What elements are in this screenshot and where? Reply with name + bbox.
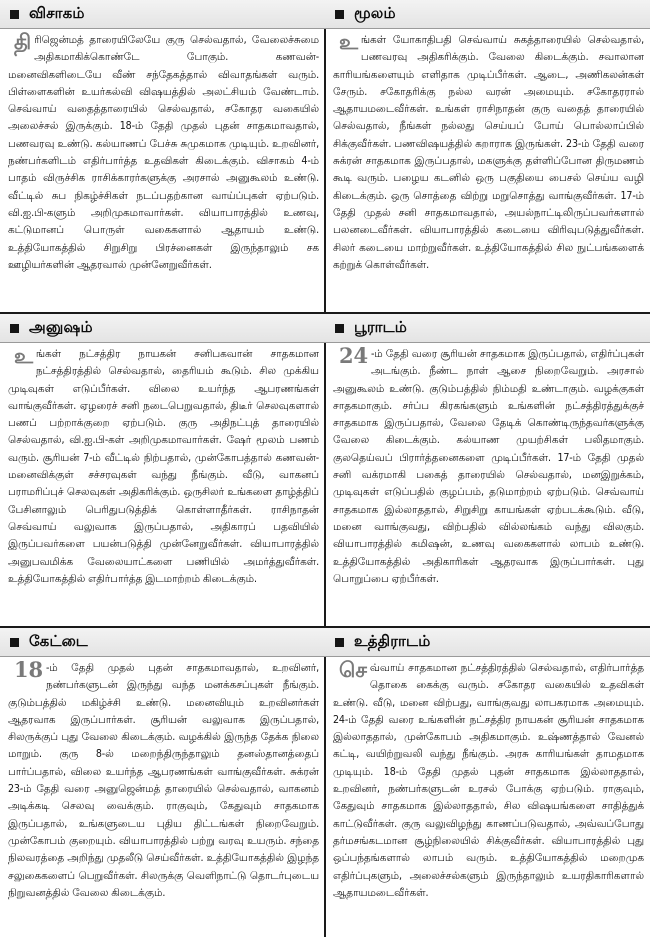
section-anusham: [0, 312, 325, 626]
section-text: ங்கள் நட்சத்திர நாயகன் சனிபகவான் சாதகமான நட்சத்திரத்தில் செல்வதால், தைரியம் கூடும். சில முக்கிய முடிவுகள் எடுப்பீர்கள். விலை உயர்ந்த ஆபரணங்கள் வாங்குவீர்கள். ஏழரைச் சனி நடைபெறுவதால், திடீர் செலவுகளால் பணப் பற்றாக்குறை ஏற்படும். குரு அதிநட்புத் தாரையில் செல்வதால், வி.ஐ.பி-கள் அறிமுகமாவார்கள். ஷேர் மூலம் பணம் வரும். சூரியன் 7-ம் வீட்டில் நிற்பதால், முன்கோபத்தால் கணவன்-மனைவிக்குள் சச்சரவுகள் வந்து நீங்கும். வீடு, வாகனப் பராமரிப்புச் செலவுகள் அதிகரிக்கும். ஒருசிலர் உங்களை தாழ்த்திப் பேசினாலும் பெரிதுபடுத்திக் கொள்ளாதீர்கள். ராசிநாதன் செவ்வாய் வலுவாக இருப்பதால், அதிகாரப் பதவியில் இருப்பவர்களை பயன்படுத்தி முன்னேறுவீர்கள். வியாபாரத்தில் அனுபவமிக்க வேலையாட்களை பணியில் அமர்த்துவீர்கள். உத்தியோகத்தில் எதிர்பார்த்த இடமாற்றம் கிடைக்கும்.: [8, 348, 319, 585]
section-body: [8, 29, 319, 274]
drop-cap: உ: [14, 343, 33, 368]
section-body: [8, 657, 319, 902]
section-body: [333, 657, 644, 902]
section-kettai: [0, 626, 325, 937]
section-header: [0, 314, 325, 343]
section-body: [333, 29, 644, 274]
section-title: விசாகம்: [29, 4, 85, 22]
section-body: [333, 343, 644, 588]
section-title: கேட்டை: [29, 632, 88, 650]
drop-cap: தி: [14, 29, 32, 54]
section-pooradam: [325, 312, 650, 626]
section-text: ங்கள் யோகாதிபதி செவ்வாய் சுகத்தாரையில் செல்வதால், பணவரவு அதிகரிக்கும். வேலை கிடைக்கும். சவாலான காரியங்களையும் எளிதாக முடிப்பீர்கள். ஆடை, அணிகலன்கள் சேரும். சகோதரிக்கு நல்ல வரன் அமையும். சகோதரரால் ஆதாயமடைவீர்கள். உங்கள் ராசிநாதன் குரு வதைத் தாரையில் செல்வதால், நீங்கள் நல்லது செய்யப் போய் பொல்லாப்பில் சிக்குவீர்கள். பணவிஷயத்தில் கறாராக இருங்கள். 23-ம் தேதி வரை சுக்ரன் சாதகமாக இருப்பதால், மகளுக்கு தள்ளிப்போன திருமணம் கூடி வரும். பழைய கடனில் ஒரு பகுதியை பைசல் செய்ய வழி கிடைக்கும். ஒரு சொத்தை விற்று மறுசொத்து வாங்குவீர்கள். 17-ம் தேதி முதல் சனி சாதகமாவதால், அயல்நாட்டிலிருப்பவர்களால் பலனடைவீர்கள். வியாபாரத்தில் கடையை விரிவுபடுத்துவீர்கள். சிலர் கடையை மாற்றுவீர்கள். உத்தியோகத்தில் சில நுட்பங்களைக் கற்றுக் கொள்வீர்கள்.: [333, 34, 644, 271]
section-title: மூலம்: [354, 4, 396, 22]
drop-cap: உ: [339, 29, 358, 54]
section-header: [325, 628, 650, 657]
drop-cap: செ: [339, 657, 367, 682]
drop-cap: 18: [14, 657, 43, 682]
section-visakam: [0, 0, 325, 312]
square-bullet-icon: [10, 324, 19, 333]
section-text: -ம் தேதி வரை சூரியன் சாதகமாக இருப்பதால், எதிர்ப்புகள் அடங்கும். நீண்ட நாள் ஆசை நிறைவேறும். அரசால் அனுகூலம் உண்டு. குடும்பத்தில் நிம்மதி உண்டாகும். வழக்குகள் சாதகமாகும். சர்ப்ப கிரகங்களும் உங்களின் நட்சத்திரத்துக்குச் சாதகமாக இருப்பதால், வேலை தேடிக் கொண்டிருந்தவர்களுக்கு வேலை கிடைக்கும். கல்யாண முயற்சிகள் பலிதமாகும். குலதெய்வப் பிரார்த்தனைகளை முடிப்பீர்கள். 17-ம் தேதி முதல் சனி வக்ரமாகி பகைத் தாரையில் செல்வதால், மனஇறுக்கம், முடிவுகள் எடுப்பதில் குழப்பம், தடுமாற்றம் ஏற்படும். செவ்வாய் சாதகமாக இல்லாததால், சிறுசிறு காயங்கள் ஏற்படக்கூடும். வீடு, மனை வாங்குவது, விற்பதில் வில்லங்கம் வந்து விலகும். வியாபாரத்தில் கமிஷன், உணவு வகைகளால் லாபம் உண்டு. உத்தியோகத்தில் அதிகாரிகள் ஆதரவாக இருப்பார்கள். புது பொறுப்பை ஏற்பீர்கள்.: [333, 348, 644, 585]
section-header: [0, 0, 325, 29]
section-text: -ம் தேதி முதல் புதன் சாதகமாவதால், உறவினர், நண்பர்களுடன் இருந்து வந்த மனக்கசப்புகள் நீங்கும். குடும்பத்தில் மகிழ்ச்சி உண்டு. மனைவியும் உறவினர்கள் ஆதரவாக இருப்பார்கள். சூரியன் வலுவாக இருப்பதால், சிலருக்குப் புது வேலை கிடைக்கும். வழக்கில் இருந்த தேக்க நிலை மாறும். குரு 8-ல் மறைந்திருந்தாலும் தனஸ்தானத்தைப் பார்ப்பதால், விலை உயர்ந்த ஆபரணங்கள் வாங்குவீர்கள். சுக்ரன் 23-ம் தேதி வரை அனுஜென்மத் தாரையில் செல்வதால், வாகனம் அடிக்கடி செலவு வைக்கும். ராகுவும், கேதுவும் சாதகமாக இருப்பதால், உங்களுடைய புதிய திட்டங்கள் நிறைவேறும். முன்கோபம் குறையும். வியாபாரத்தில் பற்று வரவு உயரும். சந்தை நிலவரத்தை அறிந்து முதலீடு செய்வீர்கள். உத்தியோகத்தில் இழந்த சலுகைகளைப் பெறுவீர்கள். சிலருக்கு வெளிநாட்டு தொடர்புடைய நிறுவனத்தில் வேலை கிடைக்கும்.: [8, 662, 319, 899]
section-title: அனுஷம்: [29, 318, 93, 336]
square-bullet-icon: [10, 638, 19, 647]
square-bullet-icon: [10, 10, 19, 19]
section-text: வ்வாய் சாதகமான நட்சத்திரத்தில் செல்வதால், எதிர்பார்த்த தொகை கைக்கு வரும். சகோதர வகையில் உதவிகள் உண்டு. வீடு, மனை விற்பது, வாங்குவது லாபகரமாக அமையும். 24-ம் தேதி வரை உங்களின் நட்சத்திர நாயகன் சூரியன் சாதகமாக இல்லாததால், முன்கோபம் அதிகமாகும். உஷ்ணத்தால் வேனல் கட்டி, வயிற்றுவலி வந்து நீங்கும். அரசு காரியங்கள் தாமதமாக முடியும். 18-ம் தேதி முதல் புதன் சாதகமாக இல்லாததால், உறவினர், நண்பர்களுடன் உரசல் போக்கு ஏற்படும். ராகுவும், கேதுவும் சாதகமாக இல்லாததால், சில விஷயங்களை சாதித்துக் காட்டுவீர்கள். குரு வலுவிழந்து காணப்படுவதால், அவ்வப்போது தர்மசங்கடமான சூழ்நிலையில் சிக்குவீர்கள். வியாபாரத்தில் புது ஒப்பந்தங்களால் லாபம் வரும். உத்தியோகத்தில் மறைமுக எதிர்ப்புகளும், அலைச்சல்களும் இருந்தாலும் உயரதிகாரிகளால் ஆதாயமடைவீர்கள்.: [333, 662, 644, 899]
section-moolam: [325, 0, 650, 312]
square-bullet-icon: [335, 324, 344, 333]
section-uthiradam: [325, 626, 650, 937]
section-header: [325, 0, 650, 29]
section-title: உத்திராடம்: [354, 632, 431, 650]
section-header: [325, 314, 650, 343]
section-title: பூராடம்: [354, 318, 408, 336]
section-header: [0, 628, 325, 657]
section-body: [8, 343, 319, 588]
square-bullet-icon: [335, 638, 344, 647]
square-bullet-icon: [335, 10, 344, 19]
drop-cap: 24: [339, 343, 368, 368]
section-text: ரிஜென்மத் தாரையிலேயே குரு செல்வதால், வேலைச்சுமை அதிகமாகிக்கொண்டே போகும். கணவன்-மனைவிகளிடையே வீண் சந்தேகத்தால் விவாதங்கள் வரும். பிள்ளைகளின் உயர்கல்வி விஷயத்தில் அலட்சியம் வேண்டாம். செவ்வாய் வதைத்தாரையில் செல்வதால், சகோதர வகையில் அலைச்சல் இருக்கும். 18-ம் தேதி முதல் புதன் சாதகமாவதால், பணவரவு உண்டு. கல்யாணப் பேச்சு சுமுகமாக முடியும். உறவினர், நண்பர்களிடம் எதிர்பார்த்த உதவிகள் கிடைக்கும். விசாகம் 4-ம் பாதம் விருச்சிக ராசிக்காரர்களுக்கு அரசால் அனுகூலம் உண்டு. வீட்டில் சுப நிகழ்ச்சிகள் நடப்பதற்கான வாய்ப்புகள் ஏற்படும். வி.ஐ.பி-களும் அறிமுகமாவார்கள். வியாபாரத்தில் உணவு, கட்டுமானப் பொருள் வகைகளால் ஆதாயம் உண்டு. உத்தியோகத்தில் சிறுசிறு பிரச்னைகள் இருந்தாலும் சக ஊழியர்களின் ஆதரவால் முன்னேறுவீர்கள்.: [8, 34, 319, 271]
